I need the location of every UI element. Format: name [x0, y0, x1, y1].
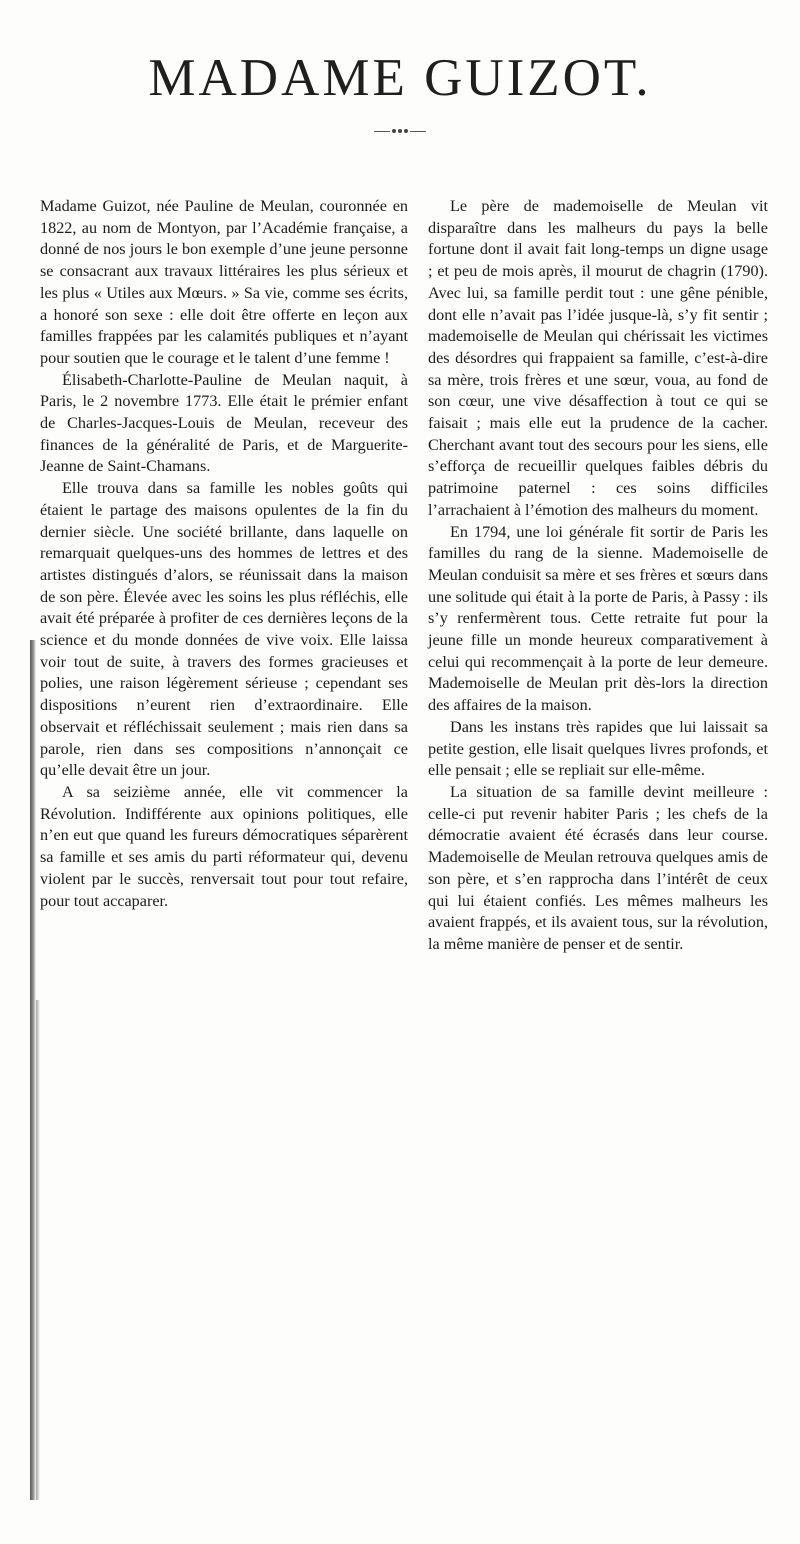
binding-shadow	[36, 1000, 40, 1500]
ornament-dot	[404, 129, 408, 133]
paragraph: Dans les instans très rapides que lui laissait sa petite gestion, elle lisait quelques livres profonds, et elle pensait ; elle se repliait sur elle-même.	[428, 717, 768, 780]
paragraph: Madame Guizot, née Pauline de Meulan, couronnée en 1822, au nom de Montyon, par l’Académie française, a donné de nos jours le bon exemple d’une jeune personne se consacrant aux travaux littéraires les plus sérieux et les plus « Utiles aux Mœurs. » Sa vie, comme ses écrits, a honoré son sexe : elle doit être offerte en leçon aux familles frappées par les calamités publiques et n’ayant pour soutien que le courage et le talent d’une femme !	[40, 197, 408, 367]
ornament-dot	[398, 129, 402, 133]
ornament-rule-left	[374, 131, 390, 132]
left-column	[40, 196, 408, 912]
page-title: MADAME GUIZOT.	[148, 49, 652, 107]
paragraph: A sa seizième année, elle vit commencer la Révolution. Indifférente aux opinions politiques, elle n’en eut que quand les fureurs démocratiques séparèrent sa famille et ses amis du parti réformateur qui, devenu violent par le succès, renversait tout pour tout refaire, pour tout accaparer.	[40, 782, 408, 910]
paragraph: Elle trouva dans sa famille les nobles goûts qui étaient le partage des maisons opulentes de la fin du dernier siècle. Une société brillante, dans laquelle on remarquait quelques-uns des hommes de lettres et des artistes distingués d’alors, se réunissait dans la maison de son père. Élevée avec les soins les plus réfléchis, elle avait été préparée à profiter de ces dernières leçons de la science et du monde données de vive voix. Elle laissa voir tout de suite, à travers des formes gracieuses et polies, une raison légèrement sérieuse ; cependant ses dispositions n’eurent rien d’extraordinaire. Elle observait et réfléchissait seulement ; mais rien dans sa parole, rien dans ses compositions n’annonçait ce qu’elle devait être un jour.	[40, 479, 408, 780]
title-ornament	[365, 128, 435, 134]
ornament-rule-right	[410, 131, 426, 132]
paragraph: La situation de sa famille devint meilleure : celle-ci put revenir habiter Paris ; les chefs de la démocratie avaient été écrasés dans leur course. Mademoiselle de Meulan retrouva quelques amis de son père, et s’en rapprocha dans l’intérêt de ceux qui lui étaient confiés. Les mêmes malheurs les avaient frappés, et ils avaient tous, sur la révolution, la même manière de penser et de sentir.	[428, 782, 768, 953]
ornament-dot	[392, 129, 396, 133]
paragraph: En 1794, une loi générale fit sortir de Paris les familles du rang de la sienne. Mademoiselle de Meulan conduisit sa mère et ses frères et sœurs dans une solitude qui était à la porte de Paris, à Passy : ils s’y renfermèrent tous. Cette retraite fut pour la jeune fille un monde heureux comparativement à celui qui recommençait à la porte de leur demeure. Mademoiselle de Meulan prit dès-lors la direction des affaires de la maison.	[428, 522, 768, 715]
paragraph: Élisabeth-Charlotte-Pauline de Meulan naquit, à Paris, le 2 novembre 1773. Elle était le prémier enfant de Charles-Jacques-Louis de Meulan, receveur des finances de la généralité de Paris, et de Marguerite-Jeanne de Saint-Chamans.	[40, 370, 408, 476]
right-column	[428, 196, 768, 956]
paragraph: Le père de mademoiselle de Meulan vit disparaître dans les malheurs du pays la belle fortune dont il avait fait long-temps un digne usage ; et peu de mois après, il mourut de chagrin (1790). Avec lui, sa famille perdit tout : une gêne pénible, dont elle n’avait pas l’idée jusque-là, s’y fit sentir ; mademoiselle de Meulan qui chérissait les victimes des désordres qui frappaient sa famille, c’est-à-dire sa mère, trois frères et une sœur, voua, au fond de son cœur, une vive désaffection à tout ce qui se faisait ; mais elle eut la prudence de la cacher. Cherchant avant tout des secours pour les siens, elle s’efforça de recueillir quelques faibles débris du patrimoine paternel : ces soins difficiles l’arrachaient à l’émotion des malheurs du moment.	[428, 197, 768, 519]
